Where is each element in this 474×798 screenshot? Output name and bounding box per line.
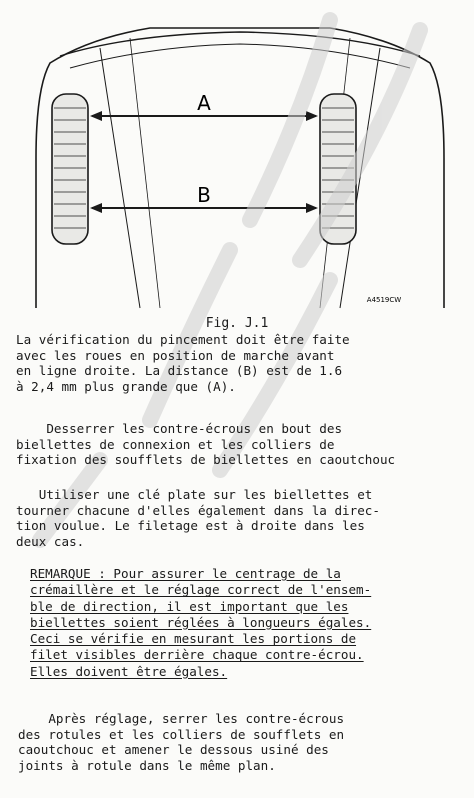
paragraph-loosen-locknuts (16, 421, 466, 468)
text-line: tion voulue. Le filetage est à droite dans les (16, 518, 365, 534)
text-line: joints à rotule dans le même plan. (18, 757, 276, 773)
text-line: en ligne droite. La distance (B) est de 1.6 (16, 363, 343, 379)
remark-line: REMARQUE : Pour assurer le centrage de la (30, 566, 341, 581)
remark-block (30, 566, 450, 680)
right-wheel (320, 94, 356, 244)
car-body-outline (36, 28, 444, 308)
remark-line: Elles doivent être égales. (30, 663, 228, 679)
distance-b-label: B (197, 183, 211, 207)
text-line: avec les roues en position de marche avant (16, 347, 335, 363)
paragraph-toe-in-check (16, 332, 466, 394)
remark-line: ble de direction, il est important que les (30, 598, 349, 614)
text-line: biellettes de connexion et les colliers de (16, 436, 335, 452)
text-line: caoutchouc et amener le dessous usiné des (18, 742, 329, 758)
text-line: Desserrer les contre-écrous en bout des (16, 421, 343, 436)
remark-line: biellettes soient réglées à longueurs égales. (30, 614, 372, 630)
left-wheel (52, 94, 88, 244)
text-line: des rotules et les colliers de soufflets en (18, 726, 345, 742)
remark-line: crémaillère et le réglage correct de l'ensem- (30, 582, 372, 598)
distance-a-label: A (197, 91, 211, 115)
remark-line: Ceci se vérifie en mesurant les portions de (30, 631, 357, 647)
remark-line: filet visibles derrière chaque contre-écrou. (30, 647, 364, 663)
bumper-inner-line (70, 44, 410, 68)
wheel-alignment-diagram (30, 8, 450, 318)
paragraph-after-adjustment (18, 711, 468, 773)
text-line: deux cas. (16, 533, 85, 549)
text-line: Utiliser une clé plate sur les biellettes et (16, 487, 373, 502)
text-line: La vérification du pincement doit être faite (16, 332, 350, 347)
paragraph-use-wrench (16, 487, 466, 549)
text-line: tourner chacune d'elles également dans la direc- (16, 502, 380, 518)
frame-rail-left (100, 48, 140, 308)
text-line: à 2,4 mm plus grande que (A). (16, 378, 236, 394)
text-line: Après réglage, serrer les contre-écrous (18, 711, 345, 726)
frame-line-left (130, 38, 160, 308)
figure-caption: Fig. J.1 (205, 316, 269, 331)
text-line: fixation des soufflets de biellettes en caoutchouc (16, 452, 396, 468)
figure-reference-code: A4519CW (366, 296, 402, 304)
